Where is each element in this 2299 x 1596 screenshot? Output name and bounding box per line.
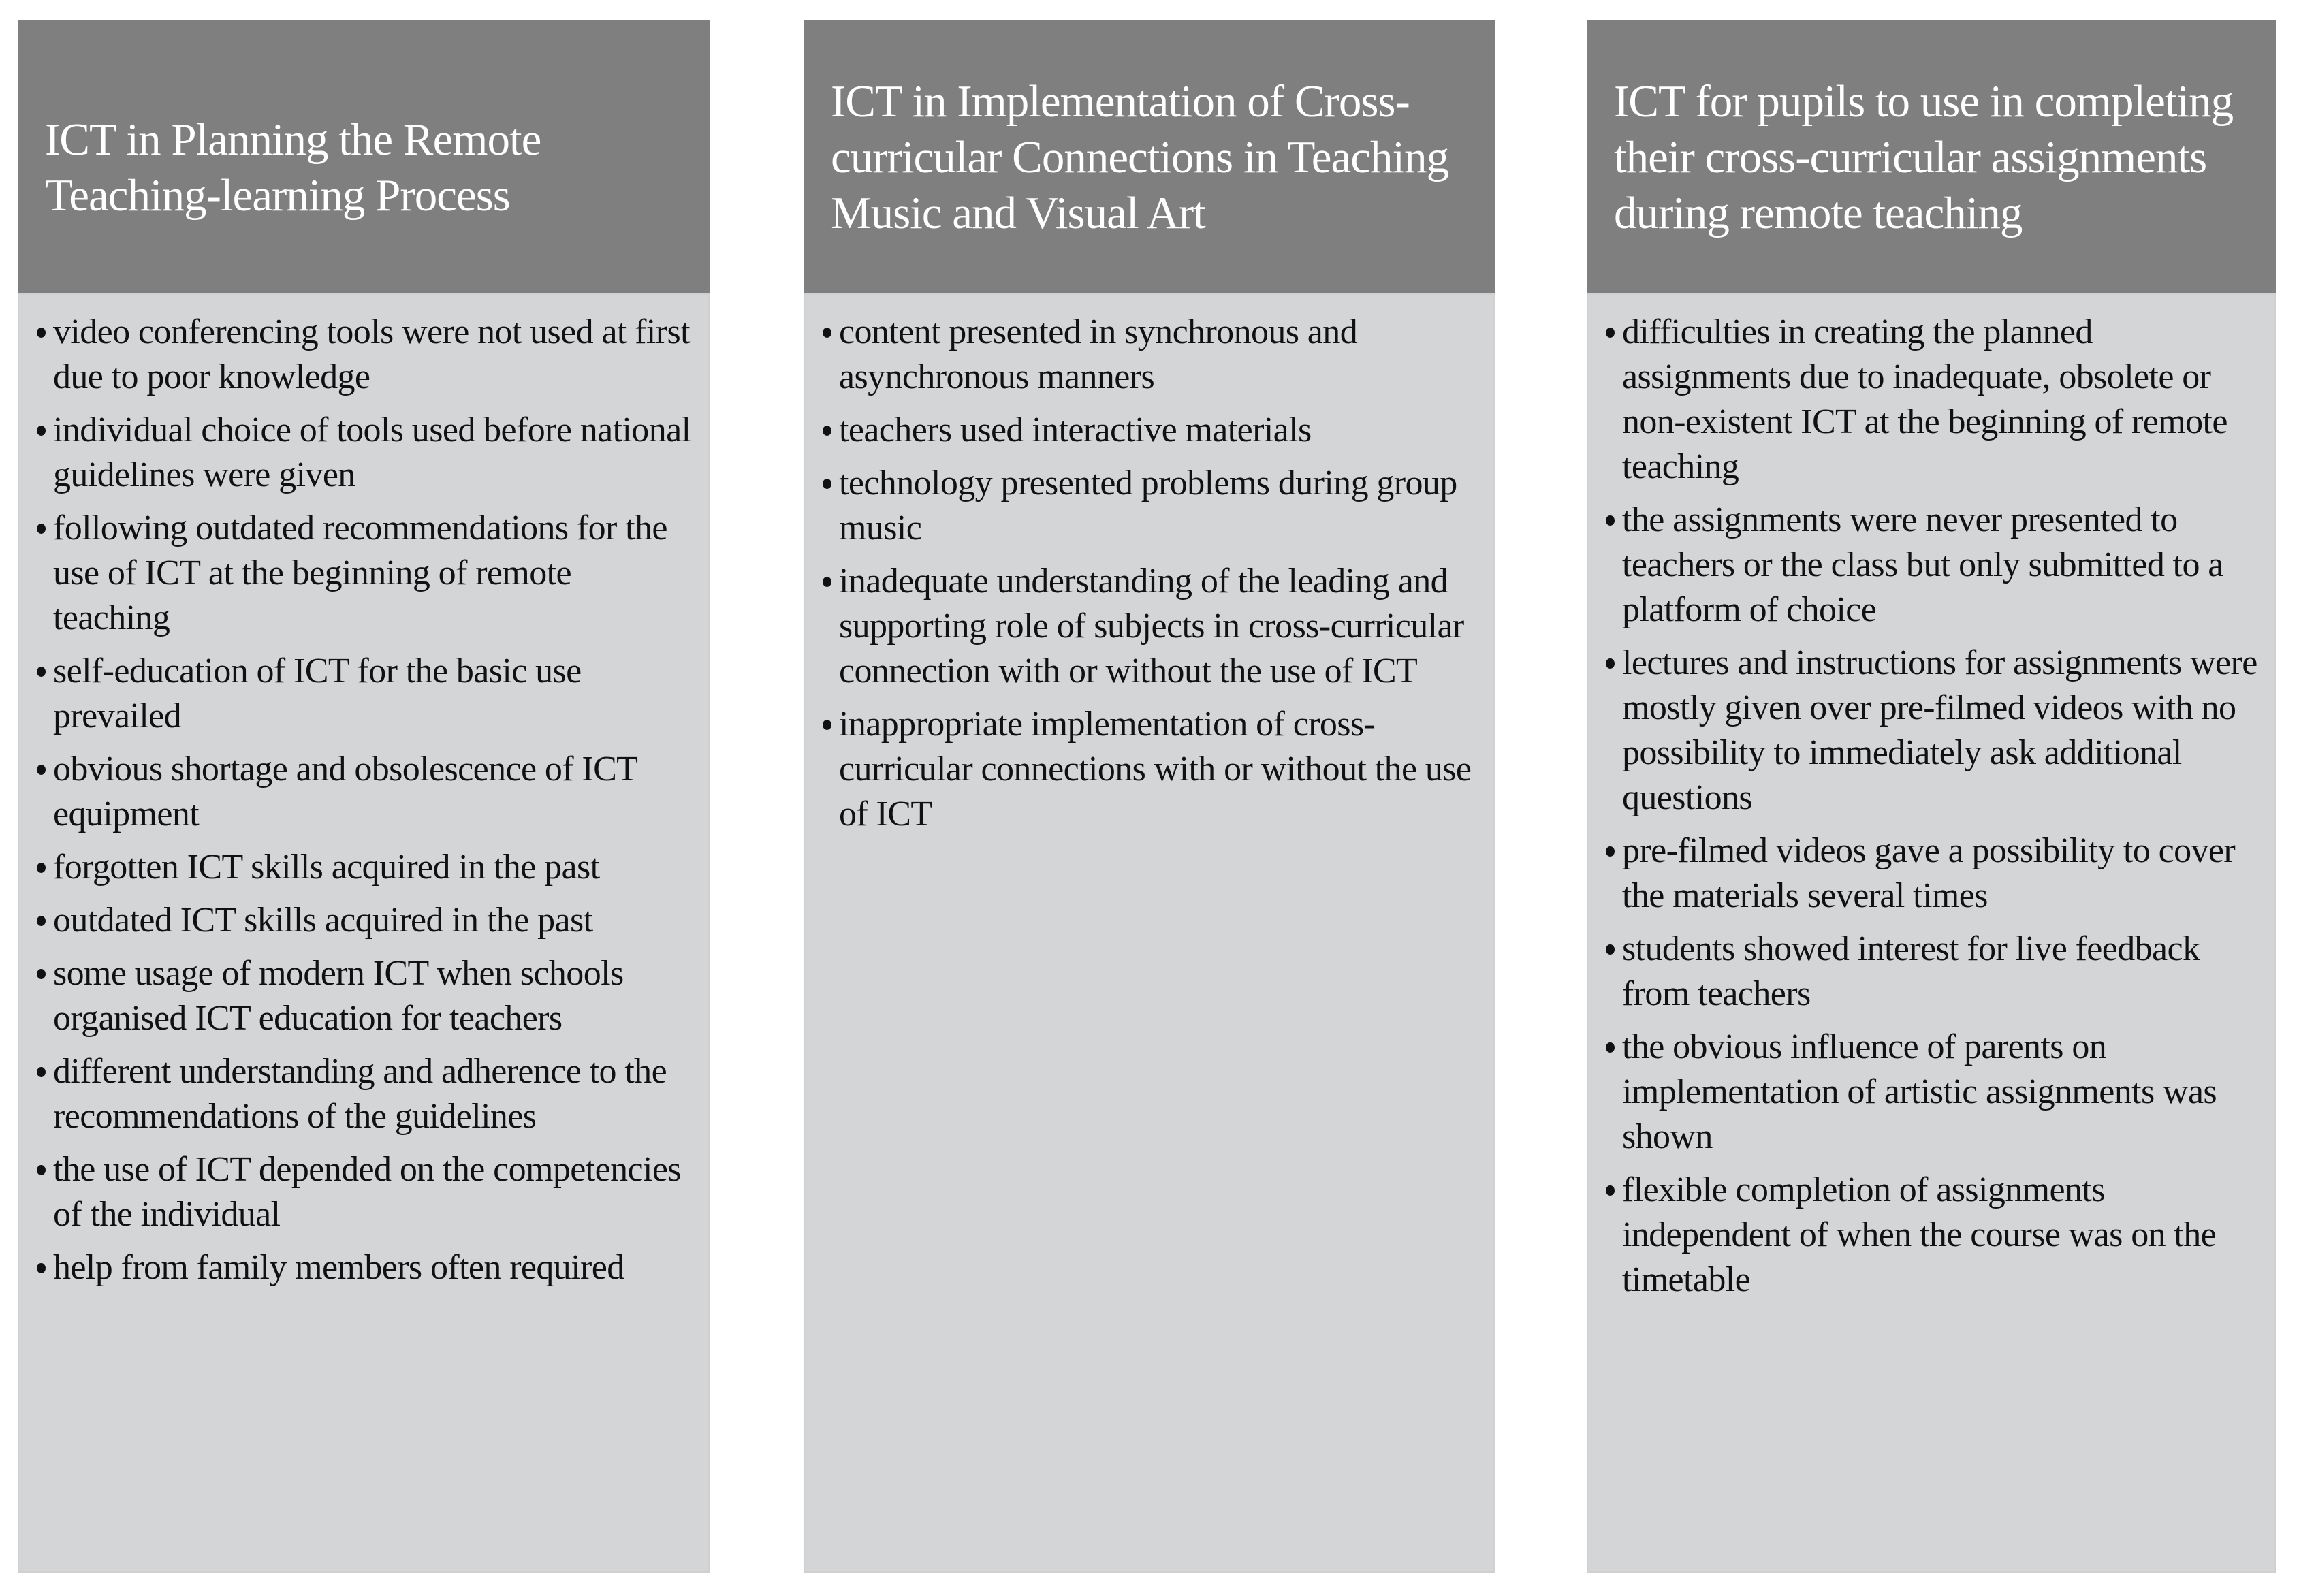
bullet-icon (1606, 846, 1615, 857)
list-item-text: students showed interest for live feedback from teachers (1622, 929, 2200, 1013)
list-item (823, 408, 1480, 453)
column-title: ICT in Planning the Remote Teaching-learning Process (45, 114, 541, 221)
list-item (823, 310, 1480, 400)
list-item (823, 559, 1480, 694)
bullet-list (37, 310, 695, 1290)
bullet-icon (823, 720, 831, 730)
bullet-icon (823, 577, 831, 587)
list-item (37, 1245, 695, 1290)
list-item (37, 747, 695, 837)
list-item (1606, 1025, 2261, 1160)
column-title: ICT for pupils to use in completing their cross-curricular assignments during remote teaching (1614, 76, 2234, 238)
list-item (1606, 310, 2261, 490)
list-item-text: flexible completion of assignments independent of when the course was on the timetable (1622, 1170, 2217, 1299)
bullet-icon (1606, 1042, 1615, 1053)
bullet-icon (37, 1165, 46, 1175)
column-body (1587, 293, 2276, 1573)
bullet-list (1606, 310, 2261, 1303)
list-item-text: some usage of modern ICT when schools organised ICT education for teachers (53, 954, 624, 1038)
bullet-icon (37, 863, 46, 873)
column-title: ICT in Implementation of Cross-curricular Connections in Teaching Music and Visual Art (831, 76, 1449, 238)
list-item-text: content presented in synchronous and asynchronous manners (839, 313, 1358, 396)
bullet-icon (37, 667, 46, 677)
list-item-text: the obvious influence of parents on implementation of artistic assignments was shown (1622, 1027, 2217, 1156)
column-header (804, 20, 1495, 293)
list-item (37, 310, 695, 400)
list-item (37, 408, 695, 498)
list-item-text: obvious shortage and obsolescence of ICT equipment (53, 750, 637, 833)
list-item-text: the assignments were never presented to teachers or the class but only submitted to a platform of choice (1622, 500, 2223, 629)
column-header (1587, 20, 2276, 293)
list-item (1606, 829, 2261, 919)
list-item-text: teachers used interactive materials (839, 411, 1312, 449)
list-item (37, 506, 695, 641)
bullet-icon (823, 328, 831, 338)
list-item (1606, 927, 2261, 1017)
list-item (37, 649, 695, 739)
bullet-icon (1606, 328, 1615, 338)
list-item-text: the use of ICT depended on the competencies of the individual (53, 1150, 681, 1234)
column-planning (18, 20, 710, 1573)
bullet-icon (37, 426, 46, 436)
bullet-icon (37, 765, 46, 775)
column-body (804, 293, 1495, 1573)
bullet-icon (1606, 1185, 1615, 1196)
list-item-text: difficulties in creating the planned assignments due to inadequate, obsolete or non-existent ICT at the beginning of remote teaching (1622, 313, 2227, 486)
bullet-icon (1606, 658, 1615, 669)
bullet-list (823, 310, 1480, 837)
list-item-text: technology presented problems during group music (839, 464, 1457, 547)
list-item-text: inadequate understanding of the leading and supporting role of subjects in cross-curricular connection with or without the use of ICT (839, 562, 1464, 690)
list-item-text: pre-filmed videos gave a possibility to cover the materials several times (1622, 831, 2236, 915)
bullet-icon (37, 916, 46, 926)
list-item-text: forgotten ICT skills acquired in the past (53, 848, 600, 887)
bullet-icon (37, 328, 46, 338)
bullet-icon (37, 1067, 46, 1077)
list-item (37, 1049, 695, 1139)
list-item-text: video conferencing tools were not used at first due to poor knowledge (53, 313, 690, 396)
list-item (1606, 641, 2261, 820)
column-pupils (1587, 20, 2276, 1573)
column-header (18, 20, 710, 293)
list-item-text: inappropriate implementation of cross-curricular connections with or without the use of ICT (839, 705, 1472, 833)
list-item-text: help from family members often required (53, 1248, 624, 1287)
bullet-icon (1606, 515, 1615, 526)
list-item-text: different understanding and adherence to the recommendations of the guidelines (53, 1052, 667, 1136)
column-implementation (804, 20, 1495, 1573)
list-item (1606, 1168, 2261, 1303)
bullet-icon (37, 524, 46, 534)
bullet-icon (37, 1263, 46, 1273)
list-item (37, 1147, 695, 1237)
list-item-text: individual choice of tools used before national guidelines were given (53, 411, 691, 494)
list-item (37, 845, 695, 890)
list-item (37, 951, 695, 1041)
bullet-icon (823, 479, 831, 489)
bullet-icon (37, 969, 46, 979)
list-item-text: self-education of ICT for the basic use prevailed (53, 652, 582, 735)
bullet-icon (1606, 944, 1615, 955)
list-item-text: outdated ICT skills acquired in the past (53, 901, 593, 940)
list-item (37, 898, 695, 943)
list-item-text: following outdated recommendations for the use of ICT at the beginning of remote teaching (53, 509, 667, 637)
column-body (18, 293, 710, 1573)
list-item-text: lectures and instructions for assignments were mostly given over pre-filmed videos with no possibility to immediately ask additional questions (1622, 643, 2257, 817)
list-item (823, 702, 1480, 837)
list-item (1606, 498, 2261, 633)
list-item (823, 461, 1480, 551)
bullet-icon (823, 426, 831, 436)
